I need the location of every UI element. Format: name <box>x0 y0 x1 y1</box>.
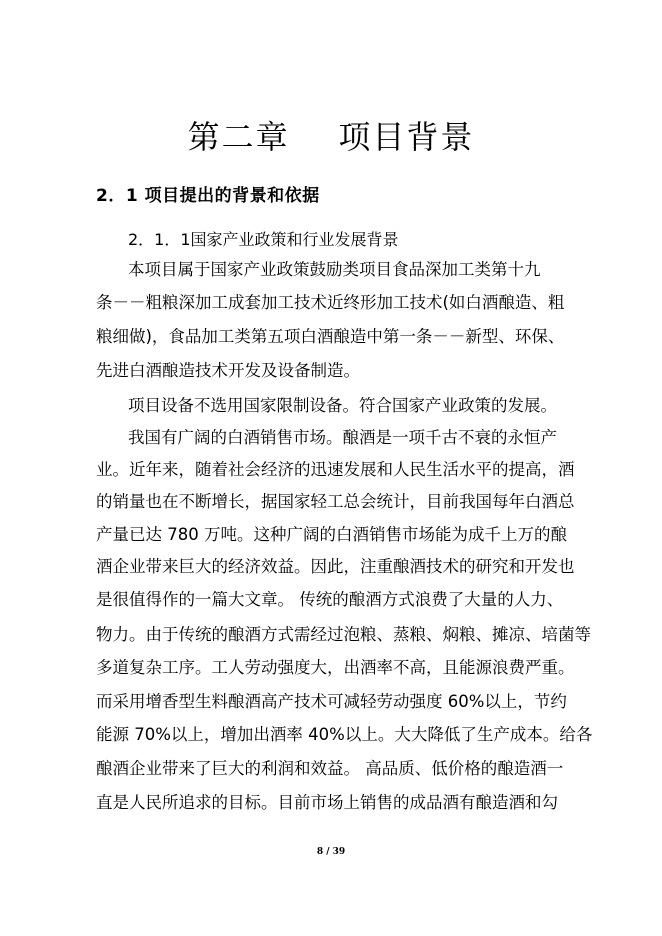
subsection-heading: 2．1．1国家产业政策和行业发展背景 <box>128 230 399 249</box>
body-line: 而采用增香型生料酿酒高产技术可减轻劳动强度 60%以上，节约 <box>96 692 567 711</box>
body-line: 项目设备不选用国家限制设备。符合国家产业政策的发展。 <box>128 396 557 415</box>
body-line: 条－－粗粮深加工成套加工技术近终形加工技术(如白酒酿造、粗 <box>96 293 565 312</box>
body-line: 酿酒企业带来了巨大的利润和效益。 高品质、低价格的酿造酒一 <box>96 759 564 778</box>
body-line: 物力。由于传统的酿酒方式需经过泡粮、蒸粮、焖粮、摊凉、培菌等 <box>96 625 591 644</box>
body-line: 直是人民所追求的目标。目前市场上销售的成品酒有酿造酒和勾 <box>96 793 558 812</box>
body-line: 产量已达 780 万吨。这种广阔的白酒销售市场能为成千上万的酿 <box>96 525 567 544</box>
body-line: 本项目属于国家产业政策鼓励类项目食品深加工类第十九 <box>128 260 541 279</box>
body-line: 的销量也在不断增长，据国家轻工总会统计，目前我国每年白酒总 <box>96 492 575 511</box>
body-line: 先进白酒酿造技术开发及设备制造。 <box>96 361 360 380</box>
body-line: 是很值得作的一篇大文章。 传统的酿酒方式浪费了大量的人力、 <box>96 590 564 609</box>
body-line: 业。近年来，随着社会经济的迅速发展和人民生活水平的提高，酒 <box>96 460 575 479</box>
chapter-title: 第二章 项目背景 <box>187 118 475 156</box>
section-heading: 2．1 项目提出的背景和依据 <box>96 186 320 206</box>
body-line: 多道复杂工序。工人劳动强度大，出酒率不高，且能源浪费严重。 <box>96 658 575 677</box>
body-line: 粮细做)，食品加工类第五项白酒酿造中第一条－－新型、环保、 <box>96 327 565 346</box>
body-line: 能源 70%以上，增加出酒率 40%以上。大大降低了生产成本。给各 <box>96 725 593 744</box>
body-line: 酒企业带来巨大的经济效益。因此，注重酿酒技术的研究和开发也 <box>96 557 575 576</box>
page-number: 8 / 39 <box>316 847 346 857</box>
body-line: 我国有广阔的白酒销售市场。酿酒是一项千古不衰的永恒产 <box>128 428 557 447</box>
